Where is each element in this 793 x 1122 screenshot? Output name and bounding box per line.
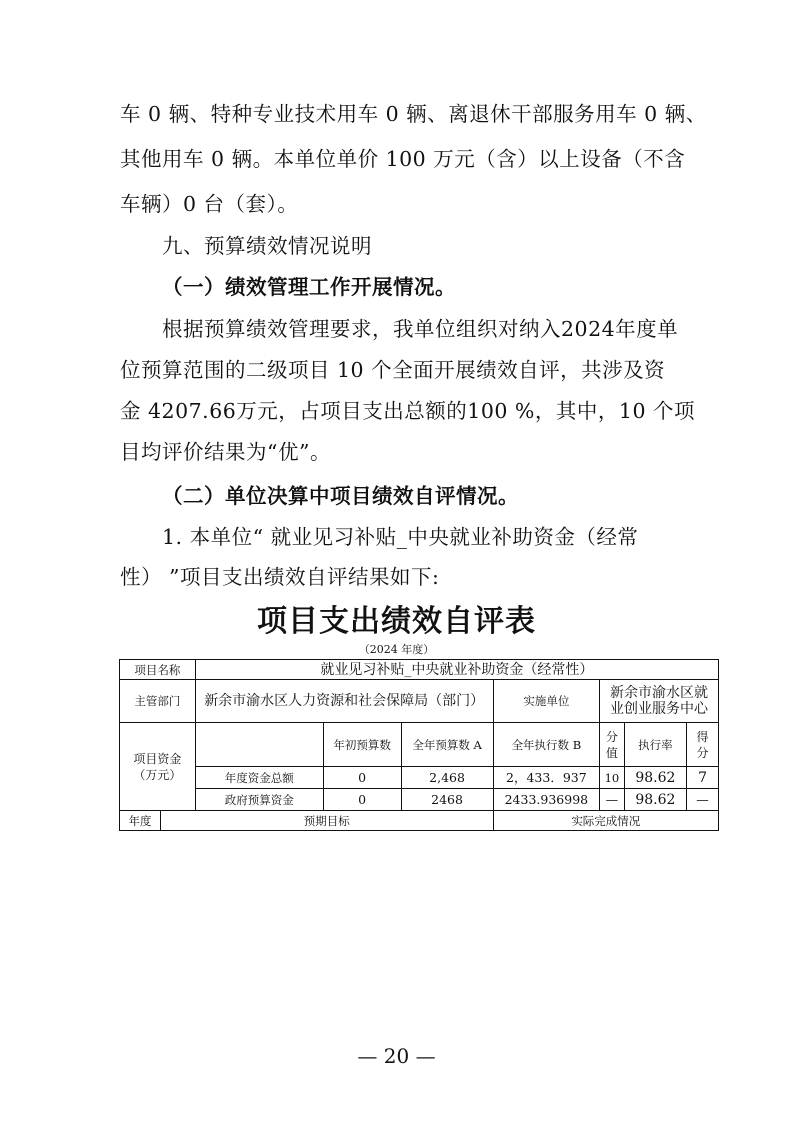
col-score-line-1: 分 <box>605 729 618 744</box>
body-paragraph-line: 1. 本单位“ 就业见习补贴_中央就业补助资金（经常 <box>162 525 639 549</box>
body-paragraph-line: 性） ”项目支出绩效自评结果如下: <box>120 565 440 589</box>
cell-got: — <box>687 789 719 811</box>
table-row <box>120 723 719 767</box>
body-paragraph-line: 其他用车 0 辆。本单位单价 100 万元（含）以上设备（不含 <box>120 147 686 171</box>
page-number: — 20 — <box>357 1044 436 1068</box>
impl-line-1: 新余市渝水区就 <box>610 685 709 701</box>
impl-line-2: 业创业服务中心 <box>610 701 709 717</box>
cell-initial: 0 <box>323 767 401 789</box>
col-got-line-1: 得 <box>696 729 709 744</box>
dept-value: 新余市渝水区人力资源和社会保障局（部门） <box>195 680 493 723</box>
evaluation-table <box>119 659 719 831</box>
col-annual-budget: 全年预算数 A <box>401 723 493 767</box>
table-year: （2024 年度） <box>358 643 435 656</box>
cell-annual: 2468 <box>401 789 493 811</box>
goal-expected-label: 预期目标 <box>160 811 493 831</box>
body-paragraph-line: 金 4207.66万元，占项目支出总额的100 %，其中，10 个项 <box>120 399 696 423</box>
cell-score: 10 <box>600 767 625 789</box>
funds-label-line-1: 项目资金 <box>133 751 182 766</box>
table-title: 项目支出绩效自评表 <box>257 604 536 639</box>
col-initial-budget: 年初预算数 <box>323 723 401 767</box>
project-name-value: 就业见习补贴_中央就业补助资金（经常性） <box>195 660 718 680</box>
table-row <box>120 680 719 723</box>
table-row <box>120 811 719 831</box>
impl-value <box>600 680 719 723</box>
body-paragraph-line: 根据预算绩效管理要求，我单位组织对纳入2024年度单 <box>162 317 679 341</box>
col-got-score <box>687 723 719 767</box>
project-name-label: 项目名称 <box>120 660 196 680</box>
body-paragraph-line: 车辆）0 台（套）。 <box>120 192 299 216</box>
col-score-line-2: 值 <box>605 745 618 760</box>
cell-rate: 98.62 <box>624 767 686 789</box>
dept-label: 主管部门 <box>120 680 196 723</box>
row-label: 政府预算资金 <box>195 789 323 811</box>
cell-score: — <box>600 789 625 811</box>
blank-header-cell <box>195 723 323 767</box>
cell-annual: 2,468 <box>401 767 493 789</box>
funds-label-line-2: （万元） <box>133 767 182 782</box>
table-row <box>120 789 719 811</box>
cell-rate: 98.62 <box>624 789 686 811</box>
section-heading: 九、预算绩效情况说明 <box>162 234 372 258</box>
col-annual-exec: 全年执行数 B <box>493 723 599 767</box>
cell-initial: 0 <box>323 789 401 811</box>
table-row <box>120 660 719 680</box>
body-paragraph-line: 车 0 辆、特种专业技术用车 0 辆、离退休干部服务用车 0 辆、 <box>120 102 707 126</box>
subsection-heading: （一）绩效管理工作开展情况。 <box>162 275 456 299</box>
subsection-heading: （二）单位决算中项目绩效自评情况。 <box>162 484 519 508</box>
goal-actual-label: 实际完成情况 <box>493 811 718 831</box>
cell-exec: 2，433．937 <box>493 767 599 789</box>
col-exec-rate: 执行率 <box>624 723 686 767</box>
col-got-line-2: 分 <box>696 745 709 760</box>
table-row <box>120 767 719 789</box>
body-paragraph-line: 位预算范围的二级项目 10 个全面开展绩效自评，共涉及资 <box>120 358 666 382</box>
cell-got: 7 <box>687 767 719 789</box>
goal-year-label: 年度 <box>120 811 161 831</box>
cell-exec: 2433.936998 <box>493 789 599 811</box>
row-label: 年度资金总额 <box>195 767 323 789</box>
impl-label: 实施单位 <box>493 680 599 723</box>
funds-label <box>120 723 196 811</box>
col-score <box>600 723 625 767</box>
body-paragraph-line: 目均评价结果为“优”。 <box>120 440 331 464</box>
